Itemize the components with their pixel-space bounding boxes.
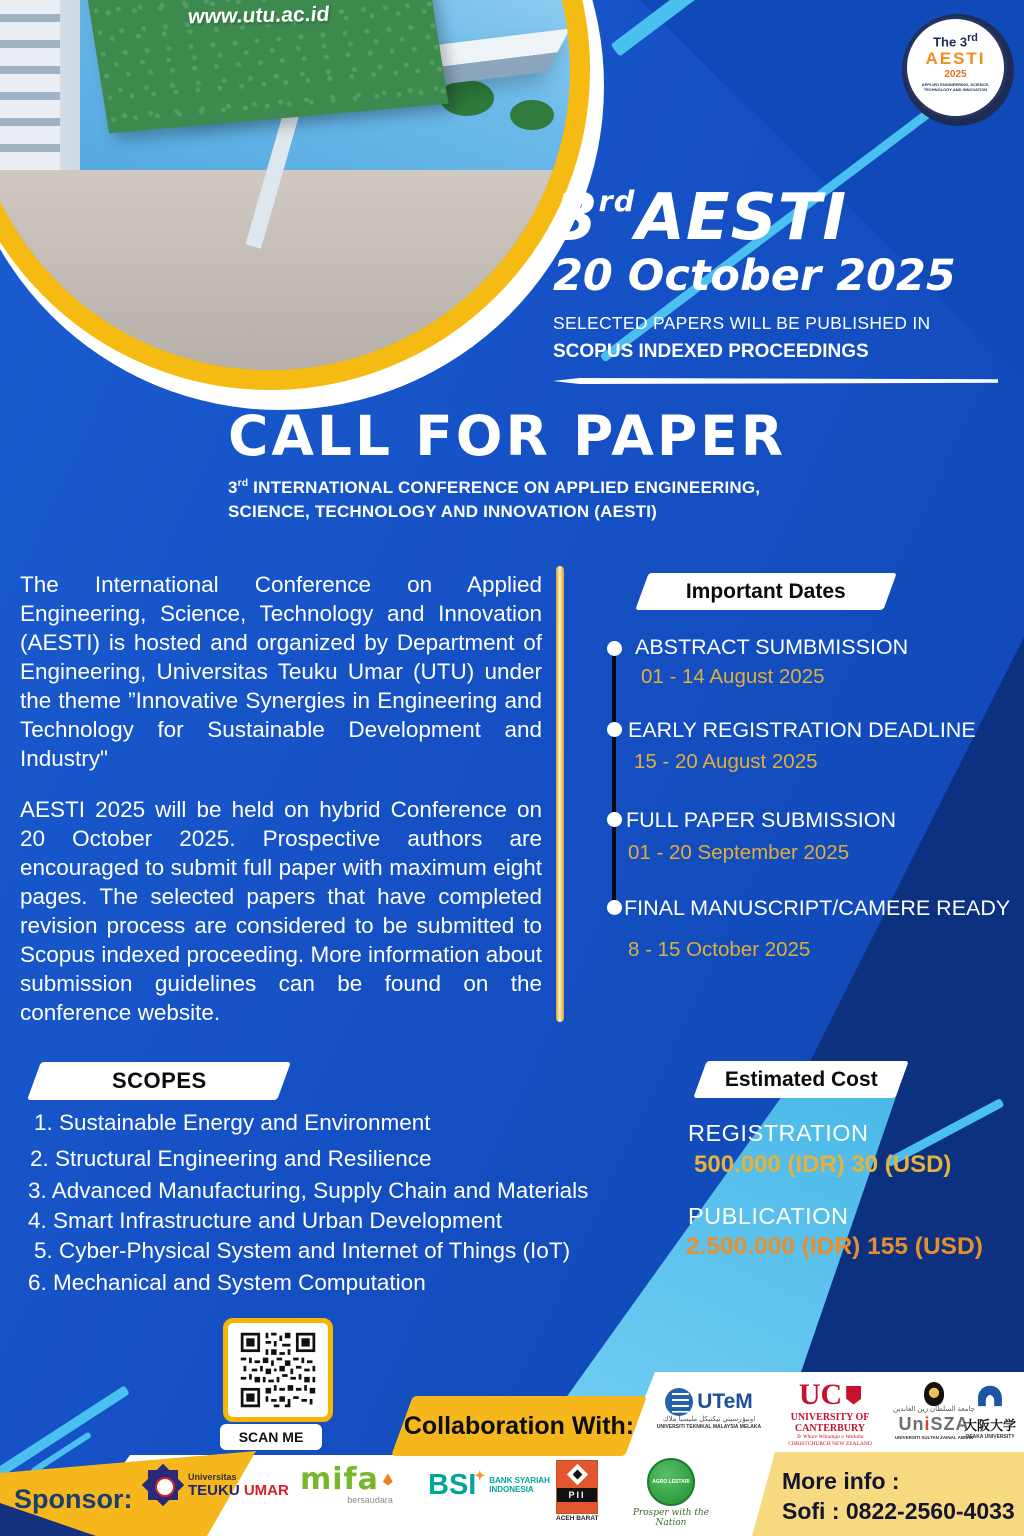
- estimated-cost-title: Estimated Cost: [724, 1067, 878, 1091]
- utu-sign-url: www.utu.ac.id: [186, 2, 331, 29]
- uc-abbr: UC: [798, 1378, 843, 1411]
- teuku-umar-universitas: Universitas: [188, 1471, 237, 1482]
- date-item-range: 01 - 20 September 2025: [628, 841, 850, 864]
- date-item-label: ABSTRACT SUMBMISSION: [635, 635, 909, 659]
- mifa-flame-icon: [383, 1474, 393, 1486]
- pii-caption: ACEH BARAT: [556, 1515, 599, 1522]
- mifa-name: mifa: [300, 1462, 379, 1497]
- osaka-name: 大阪大学: [963, 1418, 1016, 1433]
- registration-value: 500.000 (IDR) 30 (USD): [694, 1151, 952, 1178]
- badge-year: 2025: [944, 69, 967, 81]
- badge-tagline: APPLIED ENGINEERING, SCIENCE, TECHNOLOGY AND INNOVATION: [921, 82, 990, 93]
- date-item-range: 15 - 20 August 2025: [634, 750, 818, 773]
- pii-name: PII: [557, 1488, 597, 1502]
- uc-maori-motto: Te Whare Wānanga o Waitaha: [796, 1434, 864, 1440]
- registration-label: REGISTRATION: [688, 1120, 869, 1146]
- unisza-name: UniSZA: [898, 1414, 970, 1434]
- intro-text: [20, 570, 542, 1049]
- timeline-line: [612, 648, 616, 908]
- unisza-emblem-icon: [924, 1382, 944, 1406]
- published-note: SELECTED PAPERS WILL BE PUBLISHED IN: [553, 313, 931, 333]
- call-for-paper-title: CALL FOR PAPER: [228, 404, 787, 468]
- bsi-logo: [428, 1468, 550, 1502]
- agro-name: AGRO LESTARI: [652, 1479, 690, 1485]
- utem-name: UTeM: [697, 1390, 753, 1413]
- date-item-label: EARLY REGISTRATION DEADLINE: [628, 718, 976, 742]
- more-info-text: [782, 1466, 1015, 1526]
- pii-card-icon: [556, 1460, 598, 1514]
- uc-city: CHRISTCHURCH NEW ZEALAND: [788, 1441, 872, 1447]
- building-windows: [0, 0, 60, 170]
- mifa-sub: bersaudara: [347, 1495, 393, 1505]
- utem-jawi-text: اونيۏرسيتي تيكنيكل مليسيا ملاك: [662, 1416, 756, 1423]
- date-item-label: FINAL MANUSCRIPT/CAMERE READY: [624, 896, 1011, 920]
- important-dates-title: Important Dates: [686, 579, 846, 603]
- scope-item: 1. Sustainable Energy and Environment: [34, 1110, 431, 1135]
- estimated-cost-banner: [693, 1061, 908, 1098]
- badge-edition: The 3rd: [933, 32, 978, 50]
- timeline-dot: [607, 641, 622, 656]
- important-dates-banner: [635, 573, 896, 610]
- qr-code: [223, 1318, 333, 1422]
- uc-shield-icon: [846, 1386, 861, 1405]
- bsi-sub: BANK SYARIAH INDONESIA: [489, 1476, 550, 1494]
- unisza-fullname: UNIVERSITI SULTAN ZAINAL ABIDIN: [894, 1435, 974, 1440]
- scope-item: 3. Advanced Manufacturing, Supply Chain and Materials: [28, 1178, 589, 1203]
- pii-logo: [556, 1460, 599, 1522]
- agro-motto: Prosper with the Nation: [632, 1508, 710, 1528]
- osaka-fullname: OSAKA UNIVERSITY: [965, 1434, 1015, 1440]
- campus-plaza: [0, 170, 570, 390]
- scopus-note: SCOPUS INDEXED PROCEEDINGS: [553, 341, 869, 362]
- campus-photo: [0, 0, 590, 390]
- scopes-title: SCOPES: [111, 1068, 207, 1093]
- osaka-ginkgo-icon: [976, 1384, 1004, 1410]
- aesti-badge: [902, 14, 1014, 126]
- aesti-badge-face: [904, 16, 1007, 119]
- utem-logo: [650, 1388, 768, 1430]
- scope-item: 4. Smart Infrastructure and Urban Development: [28, 1208, 502, 1233]
- uc-line1: UNIVERSITY OF: [790, 1412, 870, 1423]
- utem-fullname: UNIVERSITI TEKNIKAL MALAYSIA MELAKA: [656, 1424, 762, 1430]
- call-subtitle-line1: 3rd INTERNATIONAL CONFERENCE ON APPLIED ENGINEERING,: [228, 478, 761, 497]
- timeline-dot: [607, 900, 622, 915]
- intro-paragraph-1: The International Conference on Applied Engineering, Science, Technology and Innovation (AESTI) is hosted and organized by Department of Engineering, Universitas Teuku Umar (UTU) under the theme ”Innovative Synergies in Engineering and Technology for Sustainable Development and Industry": [20, 572, 542, 771]
- uc-line2: CANTERBURY: [794, 1423, 866, 1434]
- gold-divider: [556, 566, 564, 1022]
- bsi-name: BSI✦: [428, 1468, 486, 1501]
- scope-item: 2. Structural Engineering and Resilience: [30, 1146, 432, 1171]
- timeline-dot: [607, 812, 622, 827]
- scopes-banner: [27, 1062, 291, 1100]
- utem-emblem-icon: [665, 1388, 693, 1416]
- publication-value: 2.500.000 (IDR) 155 (USD): [686, 1233, 983, 1260]
- publication-label: PUBLICATION: [688, 1203, 849, 1229]
- utu-signboard: [71, 0, 448, 133]
- call-subtitle-line2: SCIENCE, TECHNOLOGY AND INNOVATION (AESTI): [228, 502, 658, 521]
- agro-globe-icon: [647, 1458, 695, 1506]
- date-item-label: FULL PAPER SUBMISSION: [626, 808, 897, 832]
- more-info-line1: More info :: [782, 1468, 900, 1494]
- date-item-range: 01 - 14 August 2025: [641, 665, 825, 688]
- qr-pattern-icon: [236, 1330, 320, 1410]
- sponsor-title: Sponsor:: [14, 1484, 133, 1514]
- underline-swoosh: [553, 378, 998, 384]
- scope-item: 6. Mechanical and System Computation: [28, 1270, 426, 1295]
- intro-paragraph-2: AESTI 2025 will be held on hybrid Conference on 20 October 2025. Prospective authors are encouraged to submit full paper with maximum eight pages. The selected papers that have completed revision process are considered to be submitted to Scopus indexed proceeding. More information about submission guidelines can be found on the conference website.: [20, 797, 542, 1025]
- badge-name: AESTI: [925, 49, 986, 69]
- scan-me-plate: [220, 1424, 322, 1450]
- teuku-umar-star-icon: [142, 1464, 184, 1506]
- scope-item: 5. Cyber-Physical System and Internet of Things (IoT): [34, 1238, 571, 1263]
- palm-tree: [510, 100, 554, 130]
- conference-title: 3rdAESTI: [553, 181, 848, 255]
- conference-date: 20 October 2025: [553, 251, 956, 301]
- date-item-range: 8 - 15 October 2025: [628, 938, 811, 961]
- teuku-umar-logo: [142, 1464, 289, 1506]
- palm-tree: [440, 80, 494, 116]
- timeline-dot: [607, 722, 622, 737]
- osaka-logo: [958, 1384, 1022, 1440]
- call-for-paper-block: [228, 404, 848, 522]
- uc-logo: [778, 1378, 882, 1448]
- scan-me-label: SCAN ME: [238, 1429, 304, 1445]
- bsi-star-icon: ✦: [474, 1468, 486, 1483]
- mifa-logo: [300, 1462, 393, 1505]
- collaboration-banner: [391, 1396, 647, 1456]
- collaboration-title: Collaboration With:: [403, 1411, 635, 1440]
- unisza-arabic: جامعة السلطان زين العابدين: [893, 1406, 975, 1413]
- teuku-umar-name: TEUKU UMAR: [188, 1481, 289, 1499]
- agro-lestari-logo: [616, 1458, 726, 1528]
- more-info-line2: Sofi : 0822-2560-4033: [782, 1498, 1015, 1524]
- hero-block: [553, 168, 1015, 384]
